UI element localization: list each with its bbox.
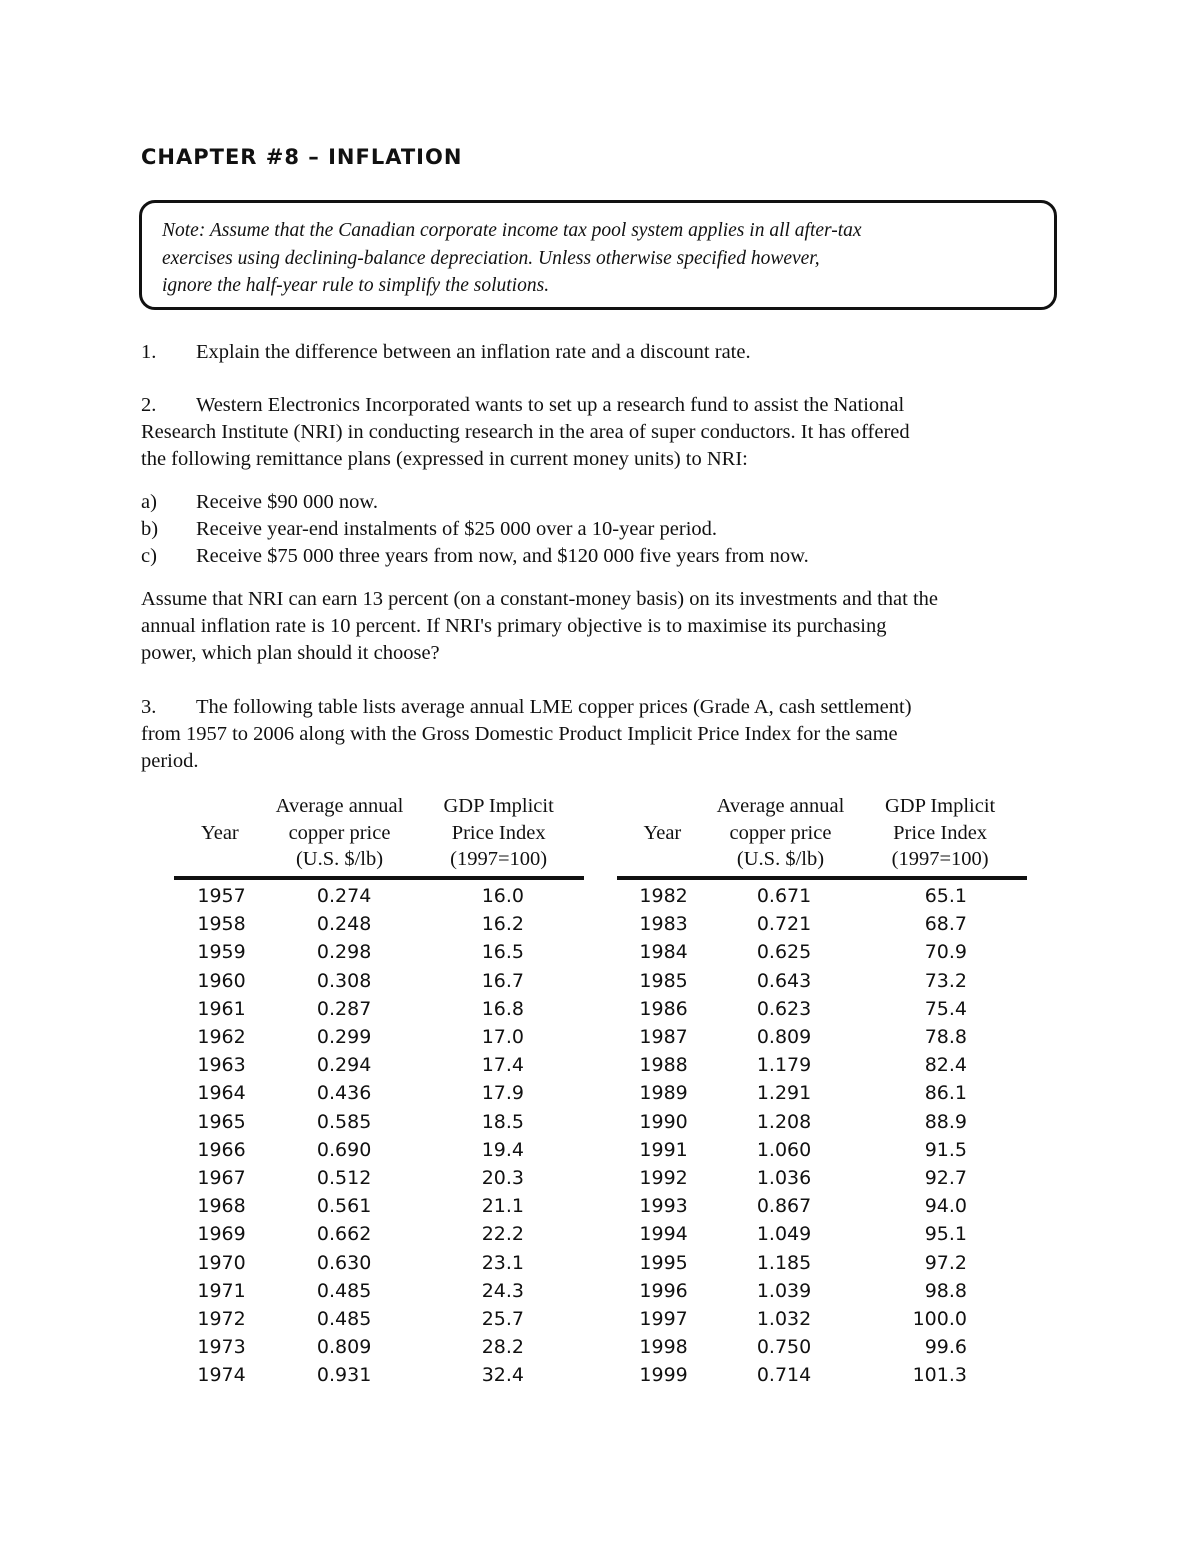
gdp-index-cell: 82.4 (924, 1054, 967, 1077)
year-cell: 1997 (639, 1308, 688, 1331)
copper-price-cell: 0.643 (756, 969, 812, 992)
copper-price-cell: 0.294 (316, 1054, 372, 1077)
gdp-index-cell: 97.2 (924, 1251, 967, 1274)
year-cell: 1986 (639, 997, 688, 1020)
year-cell: 1974 (197, 1364, 246, 1387)
year-cell: 1995 (639, 1251, 688, 1274)
table-row (617, 1023, 1027, 1051)
note-box (139, 200, 1057, 310)
table-row (617, 1164, 1027, 1192)
table-row (617, 1333, 1027, 1361)
copper-price-cell: 0.623 (756, 997, 812, 1020)
copper-price-cell: 0.585 (316, 1110, 372, 1133)
table-row (174, 1333, 584, 1361)
gdp-index-cell: 88.9 (924, 1110, 967, 1133)
copper-price-cell: 1.208 (756, 1110, 812, 1133)
table-row (174, 1249, 584, 1277)
year-cell: 1993 (639, 1195, 688, 1218)
table-row (174, 995, 584, 1023)
question-text: Explain the difference between an inflation rate and a discount rate. (196, 341, 751, 363)
gdp-index-cell: 92.7 (924, 1167, 967, 1190)
copper-price-cell: 0.671 (756, 885, 812, 907)
gdp-index-cell: 18.5 (481, 1110, 524, 1133)
question-number: 3. (141, 696, 157, 718)
year-cell: 1967 (197, 1167, 246, 1190)
gdp-index-cell: 98.8 (924, 1279, 967, 1302)
copper-price-cell: 0.931 (316, 1364, 372, 1387)
question-text: Assume that NRI can earn 13 percent (on a constant-money basis) on its investments and that the (141, 588, 939, 610)
header-gdp-index: GDP Implicit Price Index (1997=100) (413, 790, 584, 878)
copper-price-cell: 0.274 (316, 885, 372, 907)
table-row (174, 967, 584, 995)
copper-price-cell: 0.299 (316, 1026, 372, 1049)
gdp-index-cell: 16.7 (481, 969, 524, 992)
note-line: exercises using declining-balance depreciation. Unless otherwise specified however, (162, 247, 820, 269)
copper-price-cell: 0.298 (316, 941, 372, 964)
year-cell: 1966 (197, 1138, 246, 1161)
year-cell: 1964 (197, 1082, 246, 1105)
year-cell: 1965 (197, 1110, 246, 1133)
gdp-index-cell: 25.7 (481, 1308, 524, 1331)
year-cell: 1987 (639, 1026, 688, 1049)
option-letter: c) (141, 545, 157, 567)
year-cell: 1983 (639, 913, 688, 936)
copper-price-cell: 0.625 (756, 941, 812, 964)
option-text: Receive year-end instalments of $25 000 over a 10-year period. (196, 518, 718, 540)
table-row (617, 1305, 1027, 1333)
copper-price-cell: 1.291 (756, 1082, 812, 1105)
gdp-index-cell: 17.0 (481, 1026, 524, 1049)
year-cell: 1972 (197, 1308, 246, 1331)
option-a (141, 489, 378, 516)
table-row (174, 1192, 584, 1220)
table-row (174, 1079, 584, 1107)
gdp-index-cell: 65.1 (924, 885, 967, 907)
table-body (617, 878, 1027, 1390)
year-cell: 1958 (197, 913, 246, 936)
gdp-index-cell: 16.2 (481, 913, 524, 936)
copper-price-cell: 0.809 (756, 1026, 812, 1049)
gdp-index-cell: 16.0 (481, 885, 524, 907)
copper-price-cell: 1.036 (756, 1167, 812, 1190)
table-row (174, 1277, 584, 1305)
year-cell: 1973 (197, 1336, 246, 1359)
header-copper-price: Average annual copper price (U.S. $/lb) (708, 790, 853, 878)
question-text: power, which plan should it choose? (141, 642, 440, 664)
question-text: the following remittance plans (expressed in current money units) to NRI: (141, 448, 748, 470)
copper-price-cell: 0.485 (316, 1308, 372, 1331)
year-cell: 1985 (639, 969, 688, 992)
question-2 (141, 392, 1061, 473)
gdp-index-cell: 91.5 (924, 1138, 967, 1161)
table-row (174, 1361, 584, 1389)
question-text: Research Institute (NRI) in conducting research in the area of super conductors. It has offered (141, 421, 910, 443)
table-row (617, 995, 1027, 1023)
year-cell: 1970 (197, 1251, 246, 1274)
table-row (617, 1079, 1027, 1107)
year-cell: 1990 (639, 1110, 688, 1133)
gdp-index-cell: 95.1 (924, 1223, 967, 1246)
table-row (617, 1192, 1027, 1220)
option-letter: a) (141, 491, 157, 513)
table-body (174, 878, 584, 1390)
header-gdp-index: GDP Implicit Price Index (1997=100) (853, 790, 1027, 878)
table-row (617, 967, 1027, 995)
year-cell: 1961 (197, 997, 246, 1020)
gdp-index-cell: 94.0 (924, 1195, 967, 1218)
year-cell: 1991 (639, 1138, 688, 1161)
question-text: annual inflation rate is 10 percent. If NRI's primary objective is to maximise its purchasing (141, 615, 887, 637)
option-letter: b) (141, 518, 159, 540)
copper-price-cell: 0.867 (756, 1195, 812, 1218)
question-2-followup (141, 586, 1061, 667)
table-row (617, 1249, 1027, 1277)
header-copper-price: Average annual copper price (U.S. $/lb) (266, 790, 414, 878)
copper-price-table-left (174, 790, 584, 1390)
copper-price-cell: 0.662 (316, 1223, 372, 1246)
copper-price-cell: 0.248 (316, 913, 372, 936)
table-row (617, 1051, 1027, 1079)
copper-price-cell: 1.179 (756, 1054, 812, 1077)
year-cell: 1998 (639, 1336, 688, 1359)
gdp-index-cell: 17.9 (481, 1082, 524, 1105)
question-3 (141, 694, 1061, 775)
year-cell: 1984 (639, 941, 688, 964)
table-row (617, 1220, 1027, 1248)
copper-price-cell: 0.714 (756, 1364, 812, 1387)
year-cell: 1971 (197, 1279, 246, 1302)
option-b (141, 516, 717, 543)
copper-price-cell: 0.485 (316, 1279, 372, 1302)
year-cell: 1996 (639, 1279, 688, 1302)
copper-price-cell: 0.750 (756, 1336, 812, 1359)
gdp-index-cell: 23.1 (481, 1251, 524, 1274)
table-row (174, 1136, 584, 1164)
gdp-index-cell: 20.3 (481, 1167, 524, 1190)
table-row (617, 1136, 1027, 1164)
copper-price-cell: 0.690 (316, 1138, 372, 1161)
copper-price-cell: 0.308 (316, 969, 372, 992)
table-row (174, 910, 584, 938)
year-cell: 1992 (639, 1167, 688, 1190)
gdp-index-cell: 17.4 (481, 1054, 524, 1077)
copper-price-cell: 1.049 (756, 1223, 812, 1246)
option-c (141, 543, 809, 570)
table-row (174, 878, 584, 910)
year-cell: 1962 (197, 1026, 246, 1049)
gdp-index-cell: 21.1 (481, 1195, 524, 1218)
copper-price-cell: 0.809 (316, 1336, 372, 1359)
copper-price-cell: 0.721 (756, 913, 812, 936)
question-text: Western Electronics Incorporated wants to set up a research fund to assist the National (196, 394, 905, 416)
question-number: 1. (141, 341, 157, 363)
question-text: from 1957 to 2006 along with the Gross Domestic Product Implicit Price Index for the same (141, 723, 898, 745)
table-row (174, 1051, 584, 1079)
header-year: Year (174, 790, 266, 878)
copper-price-table-right (617, 790, 1027, 1390)
copper-price-cell: 1.039 (756, 1279, 812, 1302)
gdp-index-cell: 99.6 (924, 1336, 967, 1359)
year-cell: 1957 (197, 885, 246, 907)
copper-price-cell: 1.185 (756, 1251, 812, 1274)
gdp-index-cell: 86.1 (924, 1082, 967, 1105)
question-text: The following table lists average annual LME copper prices (Grade A, cash settlement) (196, 696, 912, 718)
chapter-title: CHAPTER #8 – INFLATION (141, 145, 463, 169)
gdp-index-cell: 28.2 (481, 1336, 524, 1359)
gdp-index-cell: 16.5 (481, 941, 524, 964)
copper-price-cell: 0.512 (316, 1167, 372, 1190)
copper-price-cell: 1.060 (756, 1138, 812, 1161)
copper-price-cell: 0.287 (316, 997, 372, 1020)
table-row (617, 1277, 1027, 1305)
gdp-index-cell: 75.4 (924, 997, 967, 1020)
gdp-index-cell: 22.2 (481, 1223, 524, 1246)
table-row (617, 938, 1027, 966)
gdp-index-cell: 16.8 (481, 997, 524, 1020)
gdp-index-cell: 78.8 (924, 1026, 967, 1049)
copper-price-cell: 0.436 (316, 1082, 372, 1105)
year-cell: 1994 (639, 1223, 688, 1246)
table-row (617, 878, 1027, 910)
gdp-index-cell: 100.0 (912, 1308, 967, 1331)
table-row (174, 1305, 584, 1333)
table-row (174, 1220, 584, 1248)
question-text: period. (141, 750, 199, 772)
table-row (174, 1108, 584, 1136)
copper-price-cell: 0.561 (316, 1195, 372, 1218)
gdp-index-cell: 24.3 (481, 1279, 524, 1302)
year-cell: 1963 (197, 1054, 246, 1077)
year-cell: 1960 (197, 969, 246, 992)
note-line: Note: Assume that the Canadian corporate income tax pool system applies in all after-tax (162, 220, 862, 241)
year-cell: 1959 (197, 941, 246, 964)
table-row (174, 1023, 584, 1051)
header-year: Year (617, 790, 708, 878)
table-row (617, 1108, 1027, 1136)
gdp-index-cell: 73.2 (924, 969, 967, 992)
table-row (617, 910, 1027, 938)
year-cell: 1989 (639, 1082, 688, 1105)
gdp-index-cell: 101.3 (912, 1364, 967, 1387)
note-line: ignore the half-year rule to simplify the solutions. (162, 275, 550, 296)
option-text: Receive $90 000 now. (196, 491, 378, 513)
option-text: Receive $75 000 three years from now, and $120 000 five years from now. (196, 545, 809, 567)
year-cell: 1999 (639, 1364, 688, 1387)
copper-price-cell: 0.630 (316, 1251, 372, 1274)
year-cell: 1982 (639, 885, 688, 907)
table-row (617, 1361, 1027, 1389)
table-row (174, 1164, 584, 1192)
gdp-index-cell: 32.4 (481, 1364, 524, 1387)
year-cell: 1988 (639, 1054, 688, 1077)
year-cell: 1968 (197, 1195, 246, 1218)
gdp-index-cell: 70.9 (924, 941, 967, 964)
question-1 (141, 339, 1061, 366)
year-cell: 1969 (197, 1223, 246, 1246)
gdp-index-cell: 19.4 (481, 1138, 524, 1161)
question-number: 2. (141, 394, 157, 416)
copper-price-cell: 1.032 (756, 1308, 812, 1331)
table-row (174, 938, 584, 966)
gdp-index-cell: 68.7 (924, 913, 967, 936)
